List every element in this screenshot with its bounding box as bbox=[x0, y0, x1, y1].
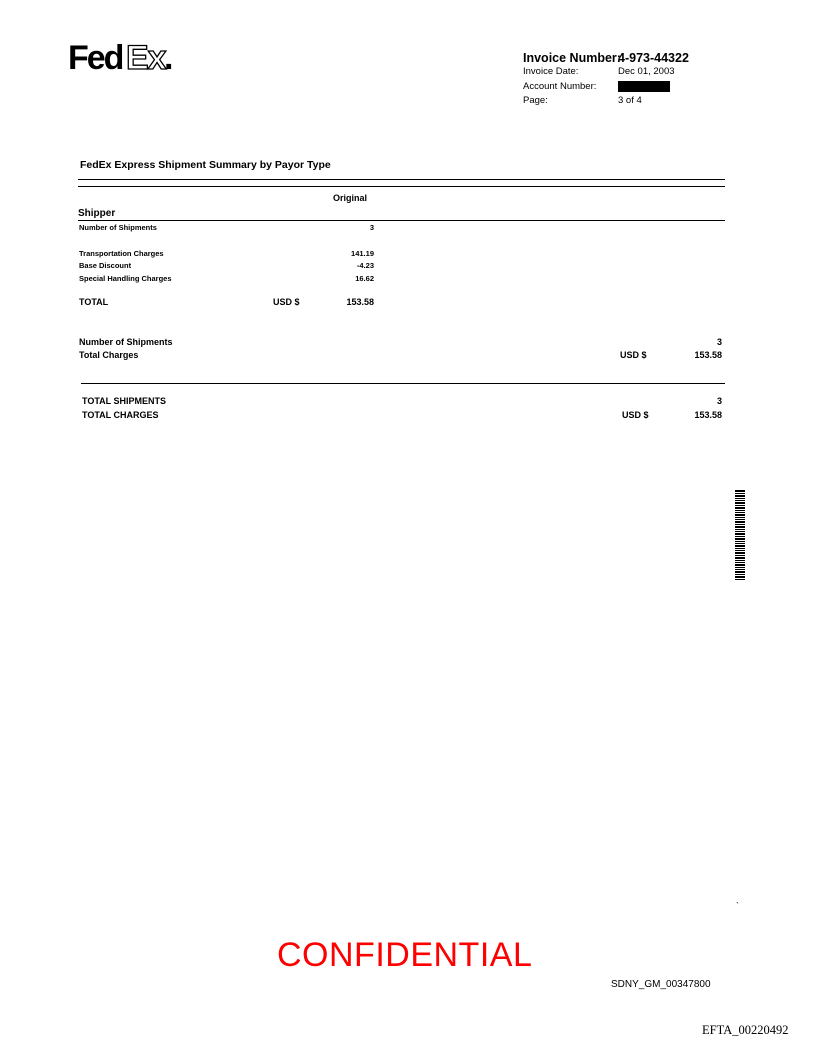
total-value: 153.58 bbox=[346, 297, 374, 307]
grand-total-rule bbox=[81, 383, 725, 384]
bates-number: SDNY_GM_00347800 bbox=[611, 979, 711, 990]
subtotal-shipments-value: 3 bbox=[716, 337, 722, 347]
logo-ex-text: Ex bbox=[126, 39, 166, 77]
row-value-transportation: 141.19 bbox=[351, 249, 374, 258]
row-label-special-handling: Special Handling Charges bbox=[79, 274, 172, 283]
account-number-redaction bbox=[618, 81, 670, 92]
row-label-shipments: Number of Shipments bbox=[79, 223, 157, 232]
row-value-base-discount: -4.23 bbox=[356, 261, 374, 270]
summary-title: FedEx Express Shipment Summary by Payor Type bbox=[80, 159, 331, 171]
subtotal-shipments-label: Number of Shipments bbox=[79, 337, 173, 347]
payor-rule bbox=[78, 220, 725, 221]
row-label-base-discount: Base Discount bbox=[79, 261, 132, 270]
invoice-date-label: Invoice Date: bbox=[523, 66, 579, 77]
grand-charges-label: TOTAL CHARGES bbox=[82, 410, 159, 420]
page-label: Page: bbox=[523, 95, 548, 106]
grand-shipments-value: 3 bbox=[716, 396, 722, 406]
confidential-stamp: CONFIDENTIAL bbox=[277, 936, 533, 974]
logo-dot: . bbox=[164, 39, 174, 77]
title-rule-bottom bbox=[78, 186, 725, 187]
total-currency: USD $ bbox=[273, 297, 300, 307]
title-rule-top bbox=[78, 179, 725, 180]
row-label-transportation: Transportation Charges bbox=[79, 249, 164, 258]
subtotal-charges-value: 153.58 bbox=[694, 350, 722, 360]
efta-number: EFTA_00220492 bbox=[702, 1023, 789, 1037]
subtotal-charges-label: Total Charges bbox=[79, 350, 139, 360]
row-value-special-handling: 16.62 bbox=[355, 274, 374, 283]
invoice-number-value: 4-973-44322 bbox=[618, 51, 689, 65]
grand-shipments-label: TOTAL SHIPMENTS bbox=[82, 396, 167, 406]
account-number-label: Account Number: bbox=[523, 81, 597, 92]
subtotal-charges-currency: USD $ bbox=[620, 350, 647, 360]
grand-charges-value: 153.58 bbox=[694, 410, 722, 420]
barcode-icon bbox=[735, 490, 745, 580]
total-label: TOTAL bbox=[79, 297, 109, 307]
grand-charges-currency: USD $ bbox=[622, 410, 649, 420]
page-value: 3 of 4 bbox=[618, 95, 642, 106]
column-header-original: Original bbox=[333, 193, 368, 203]
invoice-number-label: Invoice Number: bbox=[523, 51, 621, 65]
row-value-shipments: 3 bbox=[369, 223, 374, 232]
payor-type-label: Shipper bbox=[78, 208, 116, 219]
logo-fed-text: Fed bbox=[68, 39, 123, 77]
invoice-date-value: Dec 01, 2003 bbox=[618, 66, 675, 77]
stray-mark: ` bbox=[736, 901, 739, 911]
